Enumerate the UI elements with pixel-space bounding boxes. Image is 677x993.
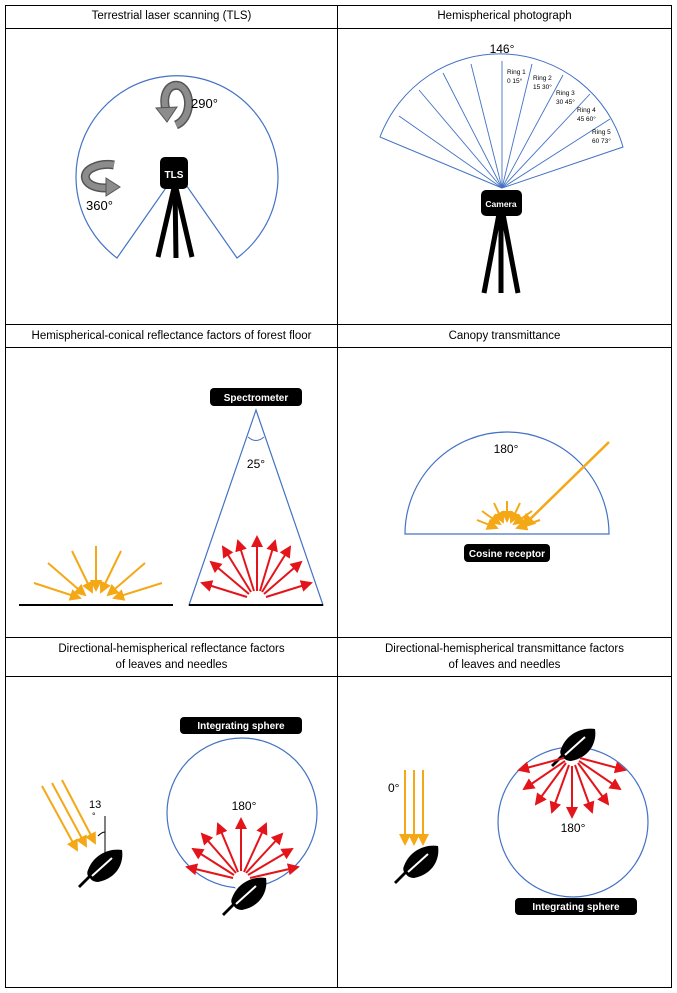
ring-4-range: 45 60° [577, 116, 596, 123]
normal-incident-rays [405, 770, 423, 844]
horizontal-rotation-arrow-icon [85, 164, 120, 196]
dhrf-diagram [42, 717, 317, 916]
hemi-ring-dividers [399, 61, 610, 188]
fov-angle-label: 25° [246, 457, 266, 471]
camera-tripod-icon [484, 214, 518, 293]
dhtf-panel-title-line1: Directional-hemispherical transmittance factors [384, 643, 625, 655]
camera-device-label: Camera [485, 199, 517, 209]
hcrf-diagram [19, 388, 323, 605]
canopy-view-angle: 180° [493, 442, 519, 456]
dhrf-view-angle: 180° [231, 799, 257, 813]
ring-5-name: Ring 5 [592, 129, 611, 136]
ring-3-name: Ring 3 [556, 90, 575, 97]
tripod-icon [158, 188, 192, 258]
tls-horizontal-angle: 360° [86, 198, 113, 213]
ring-5-range: 60 73° [592, 138, 611, 145]
ring-1-name: Ring 1 [507, 69, 526, 76]
canopy-diagram [405, 432, 609, 562]
integrating-sphere-label-right: Integrating sphere [532, 902, 620, 913]
dhtf-panel-title-line2: of leaves and needles [448, 659, 561, 671]
spectrometer-label: Spectrometer [223, 393, 289, 404]
hemi-view-angle: 146° [489, 42, 515, 56]
integrating-sphere-label-left: Integrating sphere [197, 721, 285, 732]
reflected-hemispherical-rays [187, 819, 298, 878]
ring-2-name: Ring 2 [533, 75, 552, 82]
dhtf-incidence-angle: 0° [388, 781, 400, 795]
incidence-angle-arc [98, 832, 105, 836]
dhtf-diagram [388, 729, 648, 915]
dhtf-view-angle: 180° [560, 821, 586, 835]
tls-device-label: TLS [164, 170, 184, 181]
dhrf-panel-title-line2: of leaves and needles [115, 659, 228, 671]
incident-light-rays [34, 546, 162, 598]
ring-labels [507, 69, 611, 145]
ring-4-name: Ring 4 [577, 107, 596, 114]
tls-panel-title: Terrestrial laser scanning (TLS) [91, 10, 252, 22]
dhrf-panel-title-line1: Directional-hemispherical reflectance factors [58, 643, 285, 655]
diffuse-rays [477, 501, 540, 528]
leaf-sample-icon [78, 850, 122, 888]
cosine-receptor-label: Cosine receptor [468, 549, 546, 560]
hemi-photo-panel-title: Hemispherical photograph [437, 10, 572, 22]
hcrf-panel-title: Hemispherical-conical reflectance factors of forest floor [31, 330, 312, 342]
incidence-angle-degree: ° [92, 811, 96, 821]
vertical-rotation-arrow-icon [156, 85, 189, 125]
transmitted-hemispherical-rays [519, 758, 625, 817]
ring-1-range: 0 15° [507, 78, 523, 85]
canopy-panel-title: Canopy transmittance [448, 330, 561, 342]
fov-angle-arc [248, 437, 264, 441]
leaf-in-sphere-icon [222, 878, 266, 916]
ring-2-range: 15 30° [533, 84, 552, 91]
reflected-rays [202, 537, 311, 597]
ring-3-range: 30 45° [556, 99, 575, 106]
incident-beam-rays [42, 780, 95, 850]
tls-diagram [76, 76, 278, 258]
hemi-photo-diagram [380, 42, 623, 293]
leaf-sample-icon-right [394, 846, 438, 884]
tls-vertical-angle: 290° [191, 96, 218, 111]
incidence-angle-number: 13 [89, 799, 102, 811]
